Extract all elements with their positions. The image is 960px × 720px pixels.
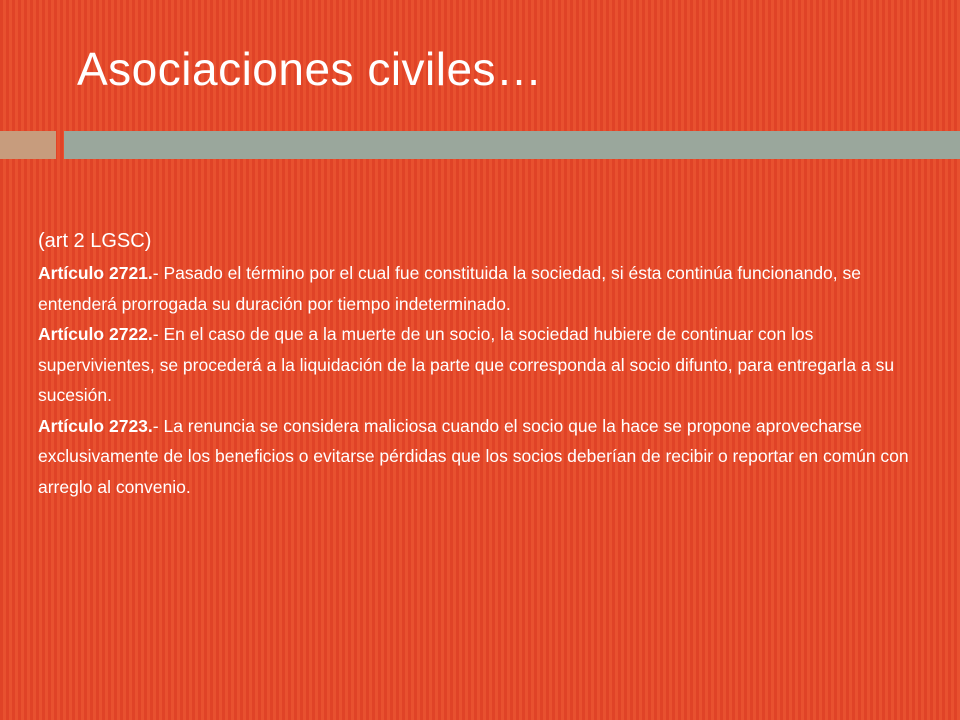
slide-title: Asociaciones civiles… <box>77 43 543 95</box>
article-label: Artículo 2721. <box>38 263 153 283</box>
article-text: - La renuncia se considera maliciosa cuando el socio que la hace se propone aprovecharse exclusivamente de los beneficios o evitarse pérdidas que los socios deberían de recibir o reportar en común con arreglo al convenio. <box>38 415 909 497</box>
slide-body <box>38 226 918 502</box>
article-2723 <box>38 411 918 503</box>
title-accent-bar-right <box>64 131 960 159</box>
article-2721 <box>38 258 918 319</box>
article-text: - Pasado el término por el cual fue constituida la sociedad, si ésta continúa funcionando, se entenderá prorrogada su duración por tiempo indeterminado. <box>38 263 861 314</box>
article-label: Artículo 2723. <box>38 415 153 436</box>
title-accent-bar-left <box>0 131 56 159</box>
article-2722 <box>38 319 918 411</box>
article-label: Artículo 2722. <box>38 324 153 344</box>
law-reference: (art 2 LGSC) <box>38 230 152 252</box>
article-text: - En el caso de que a la muerte de un socio, la sociedad hubiere de continuar con los supervivientes, se procederá a la liquidación de la parte que corresponda al socio difunto, para entregarla a su sucesión. <box>38 324 895 405</box>
